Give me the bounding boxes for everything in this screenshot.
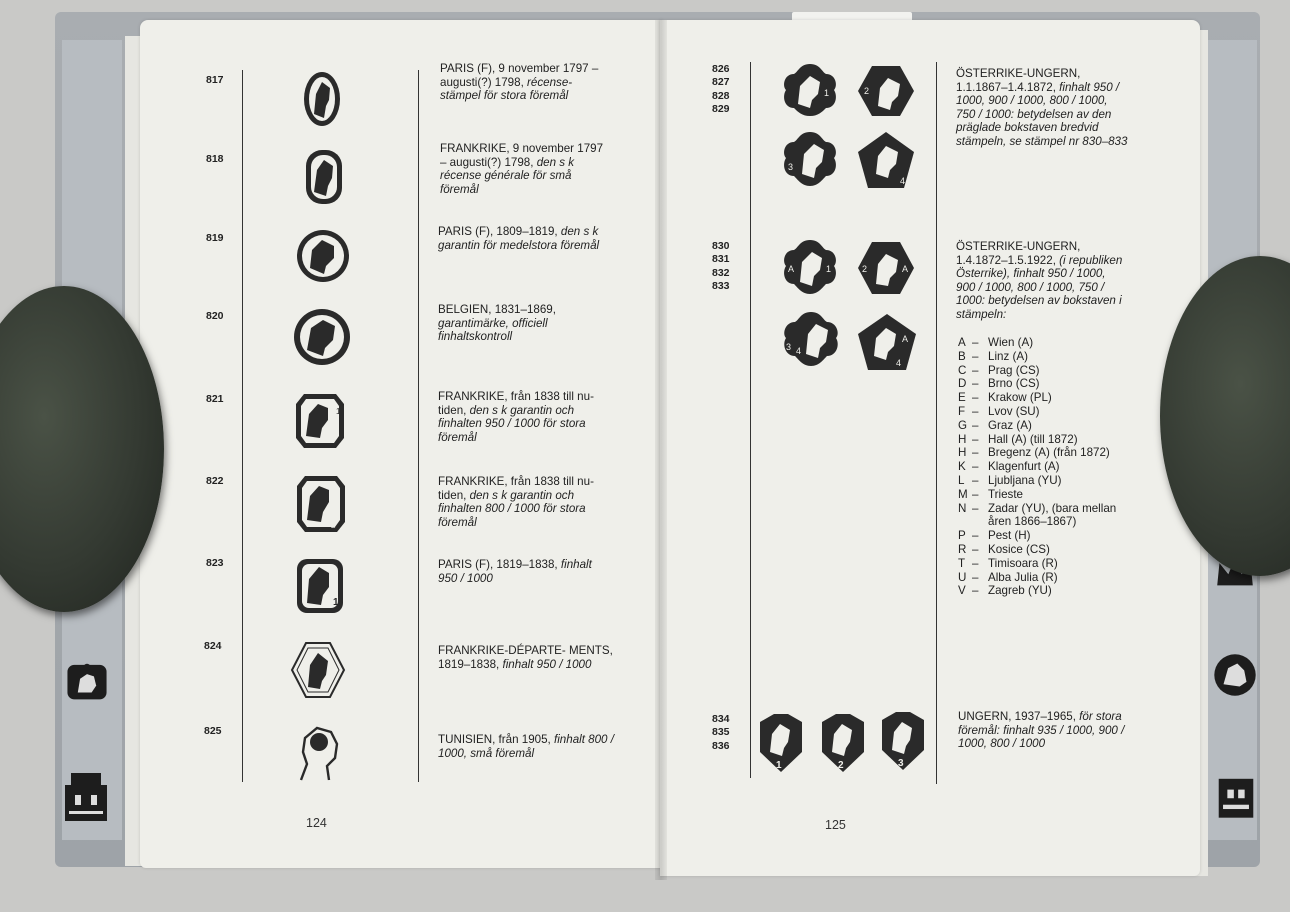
mark-label: 3 xyxy=(898,758,904,769)
hallmark-830-flower-icon xyxy=(780,238,840,296)
list-item: V – Zagreb (YU) xyxy=(958,584,1052,598)
entry-text-817: PARIS (F), 9 november 1797 – augusti(?) 1798, récense-stämpel för stora föremål xyxy=(440,62,599,103)
hallmark-819-helmet-icon xyxy=(296,228,350,284)
mark-label: A xyxy=(902,334,909,344)
hallmark-821-head-icon xyxy=(294,392,346,450)
group-numbers-830: 830 831 832 833 xyxy=(712,240,730,293)
column-rule-right-2 xyxy=(936,62,937,784)
list-item: U – Alba Julia (R) xyxy=(958,570,1058,584)
hallmark-833-pentagon-icon xyxy=(856,312,918,372)
entry-number: 822 xyxy=(206,475,224,487)
list-item: B – Linz (A) xyxy=(958,349,1028,363)
hallmark-834-shield-icon xyxy=(758,712,804,774)
column-rule-left-1 xyxy=(242,70,243,782)
list-item: M – Trieste xyxy=(958,487,1024,501)
entry-text-819: PARIS (F), 1809–1819, den s k garantin för medelstora föremål xyxy=(438,225,600,252)
entry-text-824: FRANKRIKE-DÉPARTE- MENTS, 1819–1838, finhalt 950 / 1000 xyxy=(438,644,613,671)
hallmark-828-flower-icon xyxy=(780,130,840,188)
list-item: C – Prag (CS) xyxy=(958,363,1040,377)
mark-label: 4 xyxy=(896,358,902,368)
entry-text-822: FRANKRIKE, från 1838 till nu- tiden, den s k garantin och finhalten 800 / 1000 för stora föremål xyxy=(438,475,594,529)
entry-number: 819 xyxy=(206,232,224,244)
mark-label: 4 xyxy=(900,176,906,186)
entry-number: 817 xyxy=(206,74,224,86)
hallmark-835-shield-icon xyxy=(820,712,866,774)
hallmark-826-flower-icon xyxy=(780,62,840,118)
mint-letter-list xyxy=(958,336,1116,598)
page-number-right: 125 xyxy=(825,818,846,832)
hallmark-832-flower-icon xyxy=(780,310,842,368)
mark-label: 2 xyxy=(864,86,870,96)
mark-label: 1 xyxy=(776,760,782,771)
entry-text-818: FRANKRIKE, 9 november 1797 – augusti(?) 1798, den s k récense générale för små föremål xyxy=(440,142,604,196)
lion-emblem-icon xyxy=(64,658,110,704)
list-item: H – Hall (A) (till 1872) xyxy=(958,432,1078,446)
column-rule-left-2 xyxy=(418,70,419,782)
hallmark-820-helmet-icon xyxy=(293,308,351,366)
entry-number: 823 xyxy=(206,557,224,569)
entry-number: 821 xyxy=(206,393,224,405)
entry-number: 825 xyxy=(204,725,222,737)
hallmark-823-head-icon xyxy=(295,557,345,615)
list-item: åren 1866–1867) xyxy=(988,515,1077,529)
list-item: A – Wien (A) xyxy=(958,336,1034,349)
list-item: H – Bregenz (A) (från 1872) xyxy=(958,446,1110,460)
list-item: L – Ljubljana (YU) xyxy=(958,473,1062,487)
mark-label: 2 xyxy=(838,760,844,771)
lion-emblem-right-icon xyxy=(1212,652,1258,698)
list-item: P – Pest (H) xyxy=(958,529,1031,543)
list-item: N – Zadar (YU), (bara mellan xyxy=(958,501,1117,515)
list-item: R – Kosice (CS) xyxy=(958,542,1050,556)
entry-number: 824 xyxy=(204,640,222,652)
mark-label: 2 xyxy=(331,521,336,530)
mark-label: 3 xyxy=(788,162,794,172)
group-numbers-834: 834 835 836 xyxy=(712,713,730,752)
group-text-826: ÖSTERRIKE-UNGERN, 1.1.1867–1.4.1872, finhalt 950 / 1000, 900 / 1000, 800 / 1000, 750 / 1000: betydelsen av den präglade bokstaven bredvid stämpeln, se stämpel nr 830–833 xyxy=(956,67,1128,148)
hallmark-824-hexagon-icon xyxy=(290,641,346,699)
hallmark-827-hexagon-icon xyxy=(856,64,916,118)
castle-emblem-icon xyxy=(60,765,112,825)
mark-label: 4 xyxy=(796,346,802,356)
tower-emblem-icon xyxy=(1214,768,1258,822)
group-text-834: UNGERN, 1937–1965, för stora föremål: finhalt 935 / 1000, 900 / 1000, 800 / 1000 xyxy=(958,710,1125,751)
hallmark-836-shield-icon xyxy=(880,710,926,772)
list-item: K – Klagenfurt (A) xyxy=(958,460,1060,474)
mark-label: 1 xyxy=(333,597,339,608)
mark-label: A xyxy=(902,264,909,274)
column-rule-right-1 xyxy=(750,62,751,778)
mark-label: 1 xyxy=(826,264,832,274)
mark-label: A xyxy=(788,264,795,274)
list-item: F – Lvov (SU) xyxy=(958,404,1040,418)
list-item: T – Timisoara (R) xyxy=(958,556,1058,570)
entry-text-825: TUNISIEN, från 1905, finhalt 800 / 1000, små föremål xyxy=(438,733,614,760)
list-item: E – Krakow (PL) xyxy=(958,391,1052,405)
list-item: G – Graz (A) xyxy=(958,418,1032,432)
entry-text-823: PARIS (F), 1819–1838, finhalt 950 / 1000 xyxy=(438,558,592,585)
entry-text-821: FRANKRIKE, från 1838 till nu- tiden, den s k garantin och finhalten 950 / 1000 för stora föremål xyxy=(438,390,594,444)
list-item: D – Brno (CS) xyxy=(958,377,1040,391)
mark-label: 3 xyxy=(786,342,792,352)
hallmark-831-hexagon-icon xyxy=(856,240,916,296)
group-numbers-826: 826 827 828 829 xyxy=(712,63,730,116)
mark-label: 1 xyxy=(336,407,341,416)
hallmark-825-head-icon xyxy=(293,724,345,782)
hallmark-829-pentagon-icon xyxy=(856,130,916,190)
book-spine xyxy=(655,20,667,880)
hallmark-817-head-icon xyxy=(302,70,342,128)
hallmark-822-head-icon xyxy=(295,474,347,534)
group-text-830: ÖSTERRIKE-UNGERN, 1.4.1872–1.5.1922, (i republiken Österrike), finhalt 950 / 1000, 900 / 1000, 800 / 1000, 750 / 1000: betydelsen av bokstaven i stämpeln: xyxy=(956,240,1123,321)
mark-label: 1 xyxy=(824,88,830,98)
entry-text-820: BELGIEN, 1831–1869, garantimärke, officiell finhaltskontroll xyxy=(438,303,556,344)
hallmark-818-head-icon xyxy=(304,148,344,206)
page-number-left: 124 xyxy=(306,816,327,830)
entry-number: 820 xyxy=(206,310,224,322)
entry-number: 818 xyxy=(206,153,224,165)
mark-label: 2 xyxy=(862,264,868,274)
